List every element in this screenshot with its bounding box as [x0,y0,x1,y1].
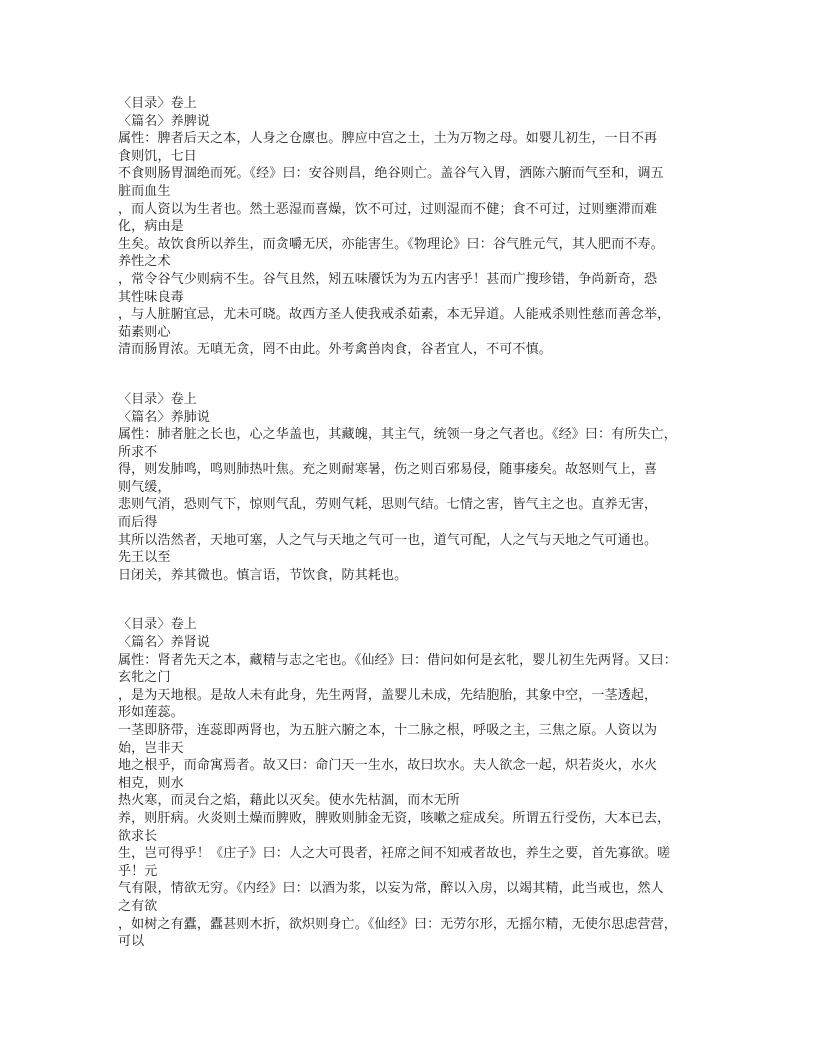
text-line: 茹素则心 [118,324,171,340]
catalog-label: 〈目录〉卷上 [118,96,197,111]
text-line: 而后得 [118,515,158,531]
text-line: 欲求长 [118,828,158,844]
chapter-title: 〈篇名〉养肾说 [118,635,211,651]
text-line: 养性之术 [118,254,171,270]
text-line: 可以 [118,934,145,950]
text-line: 其性味良毒 [118,289,184,305]
text-line: 属性：肺者脏之长也，心之华盖也，其藏魄，其主气，统领一身之气者也。《经》曰：有所失亡， [118,427,677,443]
text-line: 相克，则水 [118,775,184,791]
text-line: ，是为天地根。是故人未有此身，先生两肾，盖婴儿未成，先结胞胎，其象中空，一茎透起， [118,687,658,703]
text-line: ，如树之有蠹，蠹甚则木折，欲炽则身亡。《仙经》曰：无劳尔形，无摇尔精，无使尔思虑营营， [118,916,677,932]
text-line: 始，岂非天 [118,740,184,756]
text-line: 不食则肠胃涸绝而死。《经》曰：安谷则昌，绝谷则亡。盖谷气入胃，洒陈六腑而气至和，调五 [118,166,664,182]
text-line: 地之根乎，而命寓焉者。故又曰：命门天一生水，故曰坎水。夫人欲念一起，炽若炎火，水火 [118,758,658,774]
chapter-title: 〈篇名〉养脾说 [118,113,211,129]
text-line: 生，岂可得乎！《庄子》曰：人之大可畏者，衽席之间不知戒者故也，养生之要，首先寡欲。嗟 [118,846,671,862]
text-line: 气有限，情欲无穷。《内经》曰：以酒为浆，以妄为常，醉以入房，以竭其精，此当戒也，然人 [118,881,664,897]
catalog-label: 〈目录〉卷上 [118,391,197,407]
text-line: 悲则气消，恐则气下，惊则气乱，劳则气耗，思则气结。七情之害，皆气主之也。直养无害， [118,497,658,513]
text-line: 所求不 [118,444,158,460]
text-line: 一茎即脐带，连蕊即两肾也，为五脏六腑之本，十二脉之根，呼吸之主，三焦之原。人资以为 [118,723,658,738]
text-line: ，常令谷气少则病不生。谷气且然，矧五味餍饫为为五内害乎！甚而广搜珍错，争尚新奇，恐 [118,271,658,287]
text-line: 脏而血生 [118,183,171,199]
text-line: 日闭关，养其微也。慎言语，节饮食，防其耗也。 [118,567,408,583]
text-line: 食则饥，七日 [118,148,197,164]
section-kidney [118,616,703,950]
text-line: 玄牝之门 [118,670,171,686]
text-line: 属性：脾者后天之本，人身之仓廪也。脾应中宫之土，土为万物之母。如婴儿初生，一日不再 [118,131,658,147]
text-line: 生矣。故饮食所以养生，而贪嚼无厌，亦能害生。《物理论》曰：谷气胜元气，其人肥而不寿。 [118,236,664,252]
text-line: 养，则肝病。火炎则土燥而脾败，脾败则肺金无资，咳嗽之症成矣。所谓五行受伤，大本已去， [118,810,671,826]
text-line: 热火寒，而灵台之焰，藉此以灭矣。使水先枯涸，而木无所 [118,793,460,809]
text-line: ，而人资以为生者也。然土恶湿而喜燥，饮不可过，过则湿而不健；食不可过，过则壅滞而难 [118,201,658,217]
chapter-title: 〈篇名〉养肺说 [118,409,211,425]
text-line: 之有欲 [118,898,158,914]
text-line: 先王以至 [118,550,171,566]
text-line: 属性：肾者先天之本，藏精与志之宅也。《仙经》曰：借问如何是玄牝，婴儿初生先两肾。又曰： [118,652,677,668]
text-line: 得，则发肺鸣，鸣则肺热叶焦。充之则耐寒暑，伤之则百邪易侵，随事痿矣。故怒则气上，喜 [118,462,658,478]
text-line: 清而肠胃浓。无嗔无贪，罔不由此。外考禽兽肉食，谷者宜人，不可不慎。 [118,342,552,358]
text-line: 其所以浩然者，天地可塞，人之气与天地之气可一也，道气可配，人之气与天地之气可通也。 [118,532,658,548]
text-line: ，与人脏腑宜忌，尤未可晓。故西方圣人使我戒杀茹素，本无异道。人能戒杀则性慈而善念举， [118,307,671,323]
catalog-label: 〈目录〉卷上 [118,617,197,633]
text-line: 则气缓， [118,479,171,495]
section-spleen [118,95,703,359]
text-line: 化，病由是 [118,219,184,235]
document-page [118,95,703,983]
section-lung [118,391,703,585]
text-line: 形如莲蕊。 [118,705,184,721]
text-line: 乎！元 [118,863,158,879]
